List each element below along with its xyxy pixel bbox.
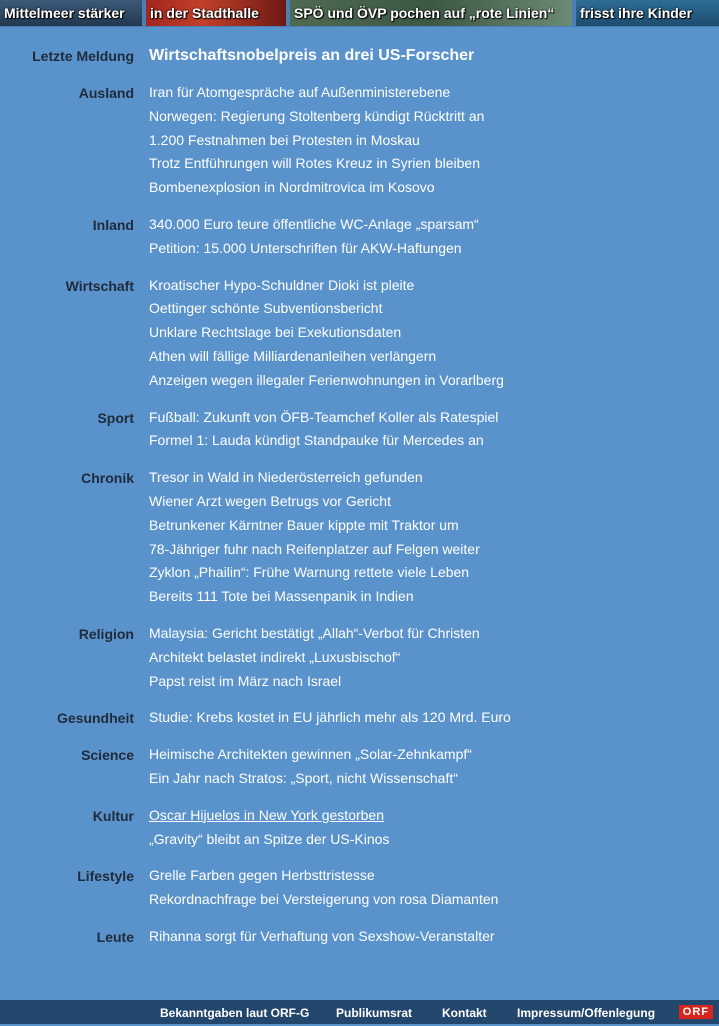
news-link[interactable]: 340.000 Euro teure öffentliche WC-Anlage „sparsam“ xyxy=(149,215,479,232)
footer-link-kontakt[interactable]: Kontakt xyxy=(442,1006,487,1020)
news-link[interactable]: Bombenexplosion in Nordmitrovica im Kosovo xyxy=(149,179,435,196)
section-chronik xyxy=(0,466,719,609)
category-label-ausland: Ausland xyxy=(78,85,134,101)
footer-link-publikumsrat[interactable]: Publikumsrat xyxy=(336,1006,413,1020)
teaser-1[interactable] xyxy=(0,0,142,26)
section-wirtschaft xyxy=(0,274,719,393)
teaser-4[interactable] xyxy=(576,0,719,26)
section-latest xyxy=(0,44,719,81)
section-kultur xyxy=(0,804,719,852)
news-link[interactable]: Athen will fällige Milliardenanleihen verlängern xyxy=(149,347,437,364)
section-inland xyxy=(0,213,719,261)
news-link[interactable]: „Gravity“ bleibt an Spitze der US-Kinos xyxy=(149,830,390,847)
news-link[interactable]: Formel 1: Lauda kündigt Standpauke für Mercedes an xyxy=(149,432,484,449)
news-link[interactable]: Malaysia: Gericht bestätigt „Allah“-Verbot für Christen xyxy=(149,624,480,641)
category-label-religion: Religion xyxy=(78,625,134,642)
teaser-3[interactable] xyxy=(290,0,572,26)
category-label-latest: Letzte Meldung xyxy=(32,48,134,64)
teaser-2-text: in der Stadthalle xyxy=(150,5,259,21)
category-label-leute: Leute xyxy=(96,928,134,945)
news-link[interactable]: 78-Jähriger fuhr nach Reifenplatzer auf Felgen weiter xyxy=(149,540,480,557)
section-religion xyxy=(0,622,719,693)
news-link[interactable]: Architekt belastet indirekt „Luxusbischof“ xyxy=(149,648,401,665)
news-link[interactable]: Wiener Arzt wegen Betrugs vor Gericht xyxy=(149,492,391,509)
section-science xyxy=(0,743,719,791)
category-label-kultur: Kultur xyxy=(92,807,134,824)
orf-logo-icon[interactable]: ORF xyxy=(679,1005,713,1019)
teaser-strip xyxy=(0,0,719,27)
news-link[interactable]: Betrunkener Kärntner Bauer kippte mit Traktor um xyxy=(149,516,459,533)
news-link[interactable]: 1.200 Festnahmen bei Protesten in Moskau xyxy=(149,131,420,148)
news-link[interactable]: Grelle Farben gegen Herbsttristesse xyxy=(149,867,375,884)
news-list xyxy=(0,44,719,949)
news-link[interactable]: Papst reist im März nach Israel xyxy=(149,672,342,689)
teaser-3-text: SPÖ und ÖVP pochen auf „rote Linien“ xyxy=(294,5,555,21)
news-link[interactable]: Anzeigen wegen illegaler Ferienwohnungen in Vorarlberg xyxy=(149,371,504,388)
teaser-1-text: Mittelmeer stärker xyxy=(4,5,125,21)
news-link-hovered[interactable]: Oscar Hijuelos in New York gestorben xyxy=(149,806,385,823)
news-link[interactable]: Trotz Entführungen will Rotes Kreuz in Syrien bleiben xyxy=(149,155,480,172)
news-link[interactable]: Ein Jahr nach Stratos: „Sport, nicht Wissenschaft“ xyxy=(149,769,458,786)
news-link[interactable]: Oettinger schönte Subventionsbericht xyxy=(149,300,383,317)
news-link[interactable]: Norwegen: Regierung Stoltenberg kündigt Rücktritt an xyxy=(149,107,485,124)
category-label-sport: Sport xyxy=(97,409,134,426)
news-link[interactable]: Fußball: Zukunft von ÖFB-Teamchef Koller als Ratespiel xyxy=(149,408,499,425)
category-label-lifestyle: Lifestyle xyxy=(77,868,134,885)
news-link[interactable]: Petition: 15.000 Unterschriften für AKW-Haftungen xyxy=(149,239,462,256)
news-link[interactable]: Kroatischer Hypo-Schuldner Dioki ist pleite xyxy=(149,276,415,293)
category-label-wirtschaft: Wirtschaft xyxy=(65,277,134,294)
news-link[interactable]: Tresor in Wald in Niederösterreich gefunden xyxy=(149,469,423,486)
news-link[interactable]: Studie: Krebs kostet in EU jährlich mehr als 120 Mrd. Euro xyxy=(149,709,511,726)
teaser-4-text: frisst ihre Kinder xyxy=(580,5,693,21)
news-link[interactable]: Unklare Rechtslage bei Exekutionsdaten xyxy=(149,324,402,341)
category-label-chronik: Chronik xyxy=(81,470,134,487)
news-link[interactable]: Rihanna sorgt für Verhaftung von Sexshow-Veranstalter xyxy=(149,927,495,944)
teaser-2[interactable] xyxy=(146,0,286,26)
section-sport xyxy=(0,406,719,454)
category-label-gesundheit: Gesundheit xyxy=(56,710,134,727)
footer-link-bekanntgaben[interactable]: Bekanntgaben laut ORF-G xyxy=(160,1006,310,1020)
news-link[interactable]: Zyklon „Phailin“: Frühe Warnung rettete viele Leben xyxy=(149,564,470,581)
section-gesundheit xyxy=(0,706,719,730)
section-leute xyxy=(0,925,719,949)
news-link[interactable]: Bereits 111 Tote bei Massenpanik in Indien xyxy=(149,588,414,605)
news-link[interactable]: Iran für Atomgespräche auf Außenministerebene xyxy=(149,84,451,100)
news-link[interactable]: Rekordnachfrage bei Versteigerung von rosa Diamanten xyxy=(149,891,499,908)
category-label-science: Science xyxy=(81,747,134,764)
latest-headline-link[interactable]: Wirtschaftsnobelpreis an drei US-Forscher xyxy=(149,47,475,64)
section-lifestyle xyxy=(0,864,719,912)
footer-bar xyxy=(0,1000,719,1024)
category-label-inland: Inland xyxy=(92,216,134,233)
news-link[interactable]: Heimische Architekten gewinnen „Solar-Zehnkampf“ xyxy=(149,746,472,763)
footer-link-impressum[interactable]: Impressum/Offenlegung xyxy=(517,1006,656,1020)
section-ausland xyxy=(0,81,719,200)
